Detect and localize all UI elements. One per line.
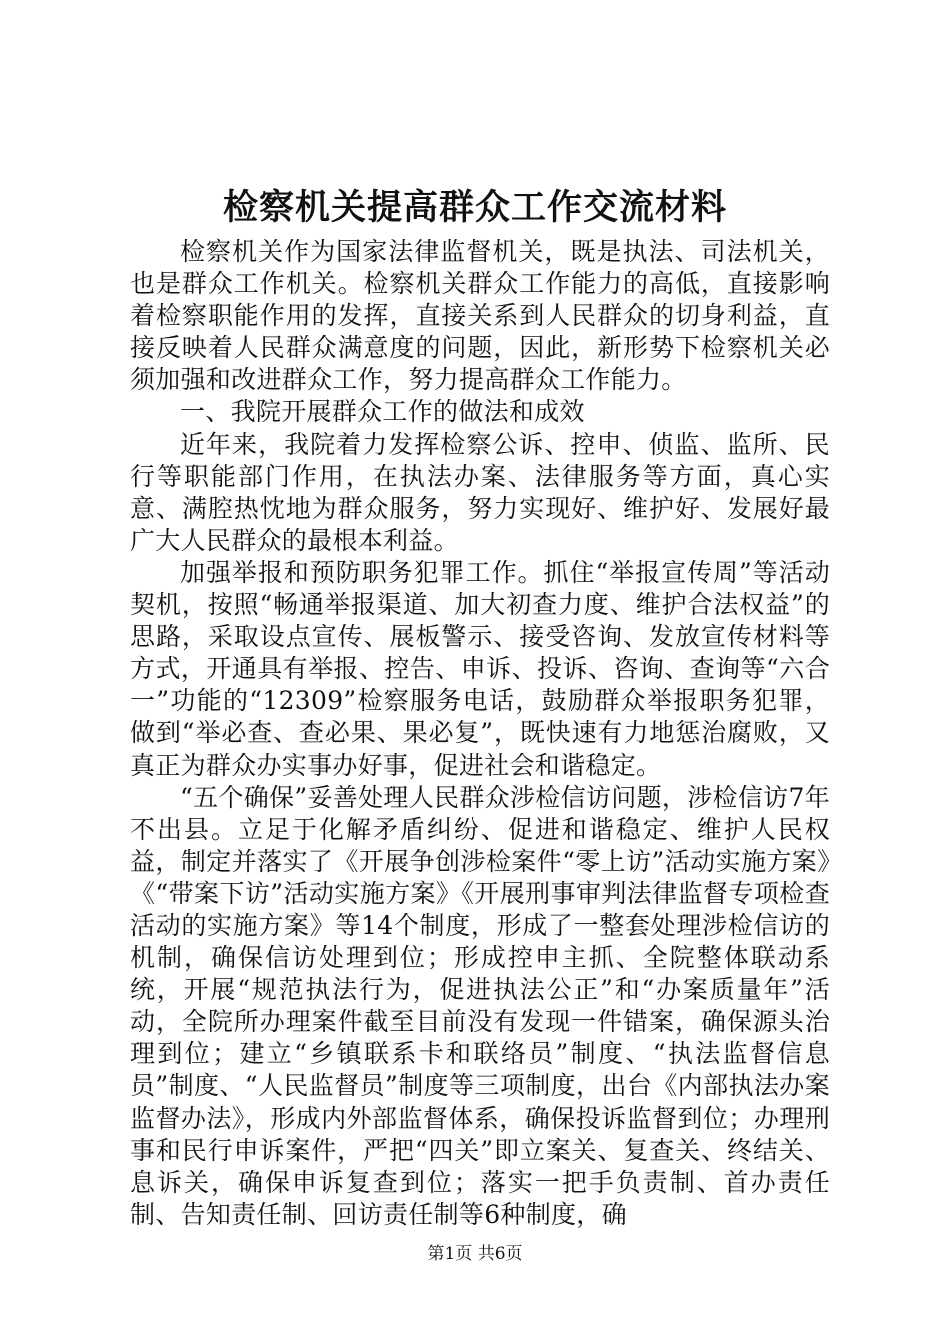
paragraph-reporting: 加强举报和预防职务犯罪工作。抓住“举报宣传周”等活动契机，按照“畅通举报渠道、加大初查力度、维护合法权益”的思路，采取设点宣传、展板警示、接受咨询、发放宣传材料等方式，开通具有举报、控告、申诉、投诉、咨询、查询等“六合一”功能的“12309”检察服务电话，鼓励群众举报职务犯罪，做到“举必查、查必果、果必复”，既快速有力地惩治腐败，又真正为群众办实事办好事，促进社会和谐稳定。 <box>130 557 830 780</box>
document-title: 检察机关提高群众工作交流材料 <box>222 187 727 228</box>
section-heading: 一、我院开展群众工作的做法和成效 <box>180 397 585 427</box>
page-footer: 第1页 共6页 <box>427 1244 523 1264</box>
paragraph-intro: 检察机关作为国家法律监督机关，既是执法、司法机关，也是群众工作机关。检察机关群众工作能力的高低，直接影响着检察职能作用的发挥，直接关系到人民群众的切身利益，直接反映着人民群众满意度的问题，因此，新形势下检察机关必须加强和改进群众工作，努力提高群众工作能力。 <box>130 237 830 395</box>
paragraph-overview: 近年来，我院着力发挥检察公诉、控申、侦监、监所、民行等职能部门作用，在执法办案、法律服务等方面，真心实意、满腔热忱地为群众服务，努力实现好、维护好、发展好最广大人民群众的最根本利益。 <box>130 429 830 555</box>
document-body <box>130 236 830 1231</box>
paragraph-petitions: “五个确保”妥善处理人民群众涉检信访问题，涉检信访7年不出县。立足于化解矛盾纠纷、促进和谐稳定、维护人民权益，制定并落实了《开展争创涉检案件“零上访”活动实施方案》《“带案下访”活动实施方案》《开展刑事审判法律监督专项检查活动的实施方案》等14个制度，形成了一整套处理涉检信访的机制，确保信访处理到位；形成控申主抓、全院整体联动系统，开展“规范执法行为，促进执法公正”和“办案质量年”活动，全院所办理案件截至目前没有发现一件错案，确保源头治理到位；建立“乡镇联系卡和联络员”制度、“执法监督信息员”制度、“人民监督员”制度等三项制度，出台《内部执法办案监督办法》，形成内外部监督体系，确保投诉监督到位；办理刑事和民行申诉案件，严把“四关”即立案关、复查关、终结关、息诉关，确保申诉复查到位；落实一把手负责制、首办责任制、告知责任制、回访责任制等6种制度，确 <box>130 782 830 1229</box>
